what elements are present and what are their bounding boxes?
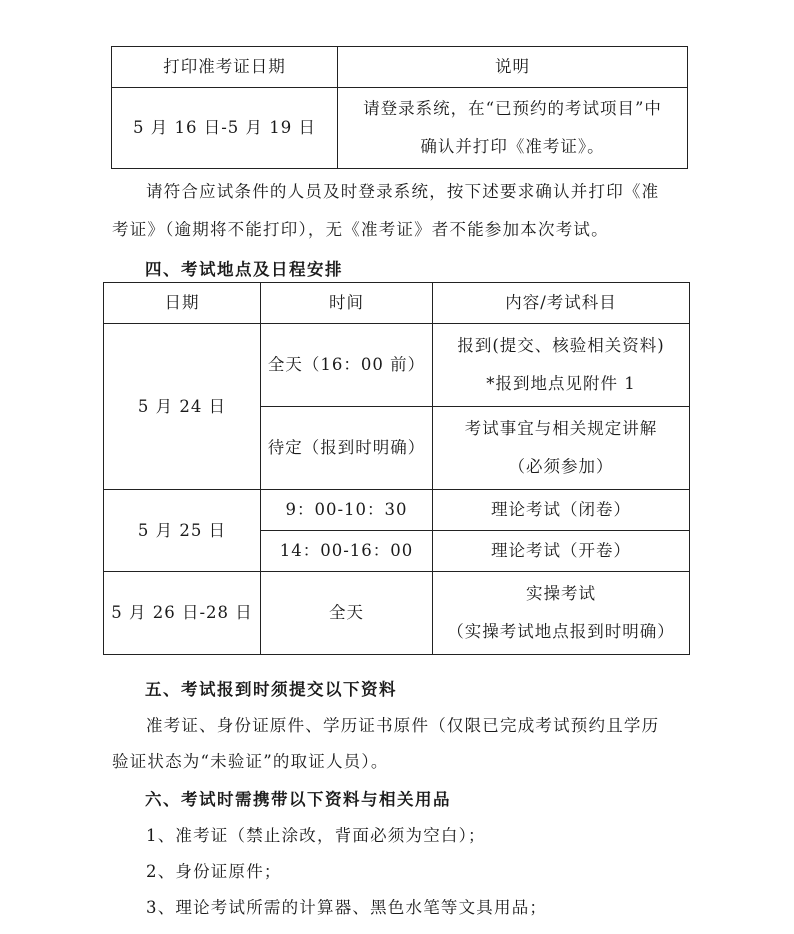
schedule-table	[103, 282, 690, 655]
table-row	[112, 88, 688, 169]
section-heading-5: 五、考试报到时须提交以下资料	[145, 680, 397, 699]
content-line: 实操考试	[526, 584, 596, 603]
time-cell: 14：00-16：00	[261, 531, 433, 572]
content-line: 考试事宜与相关规定讲解	[464, 419, 658, 438]
paragraph-line: 考证》（逾期将不能打印），无《准考证》者不能参加本次考试。	[112, 220, 609, 239]
description-line: 请登录系统，在“已预约的考试项目”中	[363, 99, 662, 118]
time-cell: 9：00-10：30	[261, 490, 433, 531]
print-ticket-table	[111, 46, 688, 169]
content-line: （必须参加）	[508, 457, 614, 476]
header-time: 时间	[261, 283, 433, 324]
content-cell	[433, 407, 690, 490]
date-cell: 5 月 26 日-28 日	[104, 572, 261, 655]
list-item: 2、身份证原件；	[146, 862, 282, 881]
paragraph-line: 准考证、身份证原件、学历证书原件（仅限已完成考试预约且学历	[146, 716, 660, 735]
time-cell: 全天（16：00 前）	[261, 324, 433, 407]
content-cell	[433, 572, 690, 655]
header-print-date: 打印准考证日期	[112, 47, 338, 88]
section-heading-6: 六、考试时需携带以下资料与相关用品	[145, 790, 451, 809]
section-heading-4: 四、考试地点及日程安排	[145, 260, 343, 279]
date-cell: 5 月 24 日	[104, 324, 261, 490]
content-line: *报到地点见附件 1	[486, 374, 636, 393]
paragraph-line: 请符合应试条件的人员及时登录系统，按下述要求确认并打印《准	[146, 182, 660, 201]
paragraph-line: 验证状态为“未验证”的取证人员）。	[112, 752, 389, 771]
header-description: 说明	[338, 47, 688, 88]
content-cell: 理论考试（闭卷）	[433, 490, 690, 531]
list-item: 1、准考证（禁止涂改，背面必须为空白）；	[146, 826, 486, 845]
content-line: 报到(提交、核验相关资料)	[457, 336, 665, 355]
list-item: 3、理论考试所需的计算器、黑色水笔等文具用品；	[146, 898, 548, 917]
print-date-cell: 5 月 16 日-5 月 19 日	[112, 88, 338, 169]
date-cell: 5 月 25 日	[104, 490, 261, 572]
header-content: 内容/考试科目	[433, 283, 690, 324]
content-line: （实操考试地点报到时明确）	[447, 622, 675, 641]
table-row	[104, 572, 690, 655]
table-header-row	[104, 283, 690, 324]
content-cell: 理论考试（开卷）	[433, 531, 690, 572]
time-cell: 待定（报到时明确）	[261, 407, 433, 490]
table-row	[104, 324, 690, 407]
content-cell	[433, 324, 690, 407]
description-cell	[338, 88, 688, 169]
header-date: 日期	[104, 283, 261, 324]
table-header-row	[112, 47, 688, 88]
description-line: 确认并打印《准考证》。	[420, 137, 605, 156]
time-cell: 全天	[261, 572, 433, 655]
table-row	[104, 490, 690, 531]
